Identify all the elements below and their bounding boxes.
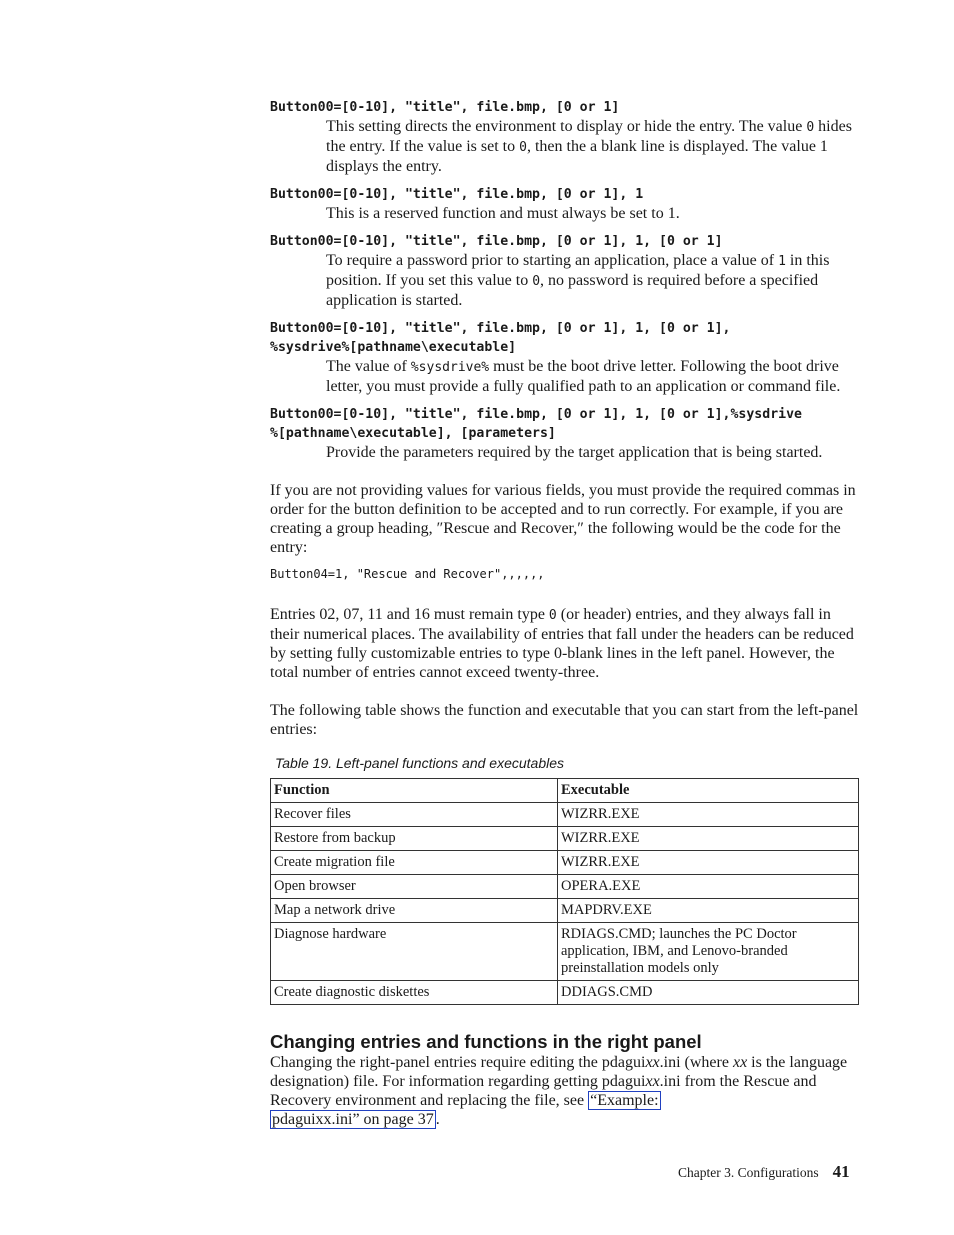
definition-description: This is a reserved function and must always be set to 1.	[326, 205, 680, 222]
functions-table	[270, 778, 859, 1005]
table-cell: WIZRR.EXE	[558, 803, 859, 827]
page-content	[270, 98, 860, 1129]
body-paragraph: The following table shows the function and executable that you can start from the left-panel entries:	[270, 702, 859, 738]
column-header: Executable	[558, 779, 859, 803]
table-cell: Restore from backup	[271, 827, 558, 851]
page-number: 41	[832, 1162, 850, 1181]
chapter-title: Chapter 3. Configurations	[678, 1165, 819, 1180]
definition-description: The value of %sysdrive% must be the boot drive letter. Following the boot drive letter, you must provide a fully qualified path to an application or command file.	[326, 358, 841, 395]
table-cell: Diagnose hardware	[271, 923, 558, 981]
table-cell: MAPDRV.EXE	[558, 899, 859, 923]
definition-term: Button00=[0-10], "title", file.bmp, [0 or 1], 1	[270, 187, 644, 202]
table-row	[271, 923, 859, 981]
table-row	[271, 803, 859, 827]
code-example: Button04=1, "Rescue and Recover",,,,,,	[270, 567, 545, 581]
cross-reference-link[interactable]: “Example:	[590, 1092, 659, 1109]
body-paragraph: If you are not providing values for various fields, you must provide the required commas in order for the button definition to be accepted and to run correctly. For example, if you are creating a group heading, ″Rescue and Recover,″ the following would be the code for the entry:	[270, 482, 856, 556]
table-cell: OPERA.EXE	[558, 875, 859, 899]
cross-reference-link[interactable]: pdaguixx.ini” on page 37	[272, 1111, 434, 1128]
table-cell: Create migration file	[271, 851, 558, 875]
definition-description: This setting directs the environment to display or hide the entry. The value 0 hides the entry. If the value is set to 0, then the a blank line is displayed. The value 1 displays the entry.	[326, 118, 852, 175]
table-header-row	[271, 779, 859, 803]
definition-description: Provide the parameters required by the target application that is being started.	[326, 444, 823, 461]
column-header: Function	[271, 779, 558, 803]
definition-term: Button00=[0-10], "title", file.bmp, [0 or 1], 1, [0 or 1],%sysdrive %[pathname\executable], [parameters]	[270, 407, 802, 441]
body-paragraph: Changing the right-panel entries require editing the pdaguixx.ini (where xx is the language designation) file. For information regarding getting pdaguixx.ini from the Rescue and Recovery environment and replacing the file, see “Example: pdaguixx.ini” on page 37 .	[270, 1054, 848, 1128]
table-row	[271, 981, 859, 1005]
definition-term: Button00=[0-10], "title", file.bmp, [0 or 1], 1, [0 or 1], %sysdrive%[pathname\executable]	[270, 321, 731, 355]
table-row	[271, 899, 859, 923]
definition-description: To require a password prior to starting an application, place a value of 1 in this position. If you set this value to 0, no password is required before a specified application is started.	[326, 252, 830, 309]
table-cell: WIZRR.EXE	[558, 851, 859, 875]
table-cell: RDIAGS.CMD; launches the PC Doctor application, IBM, and Lenovo-branded preinstallation models only	[558, 923, 859, 981]
table-cell: Map a network drive	[271, 899, 558, 923]
definition-term: Button00=[0-10], "title", file.bmp, [0 or 1], 1, [0 or 1]	[270, 234, 723, 249]
table-row	[271, 827, 859, 851]
page-footer	[678, 1162, 850, 1183]
section-heading: Changing entries and functions in the right panel	[270, 1031, 702, 1052]
definition-term: Button00=[0-10], "title", file.bmp, [0 or 1]	[270, 100, 620, 115]
table-cell: Create diagnostic diskettes	[271, 981, 558, 1005]
table-row	[271, 851, 859, 875]
table-cell: DDIAGS.CMD	[558, 981, 859, 1005]
table-caption: Table 19. Left-panel functions and executables	[275, 755, 565, 771]
table-row	[271, 875, 859, 899]
body-paragraph: Entries 02, 07, 11 and 16 must remain type 0 (or header) entries, and they always fall in their numerical places. The availability of entries that fall under the headers can be reduced by setting fully customizable entries to type 0-blank lines in the left panel. However, the total number of entries cannot exceed twenty-three.	[270, 606, 854, 681]
table-cell: WIZRR.EXE	[558, 827, 859, 851]
table-cell: Recover files	[271, 803, 558, 827]
table-cell: Open browser	[271, 875, 558, 899]
